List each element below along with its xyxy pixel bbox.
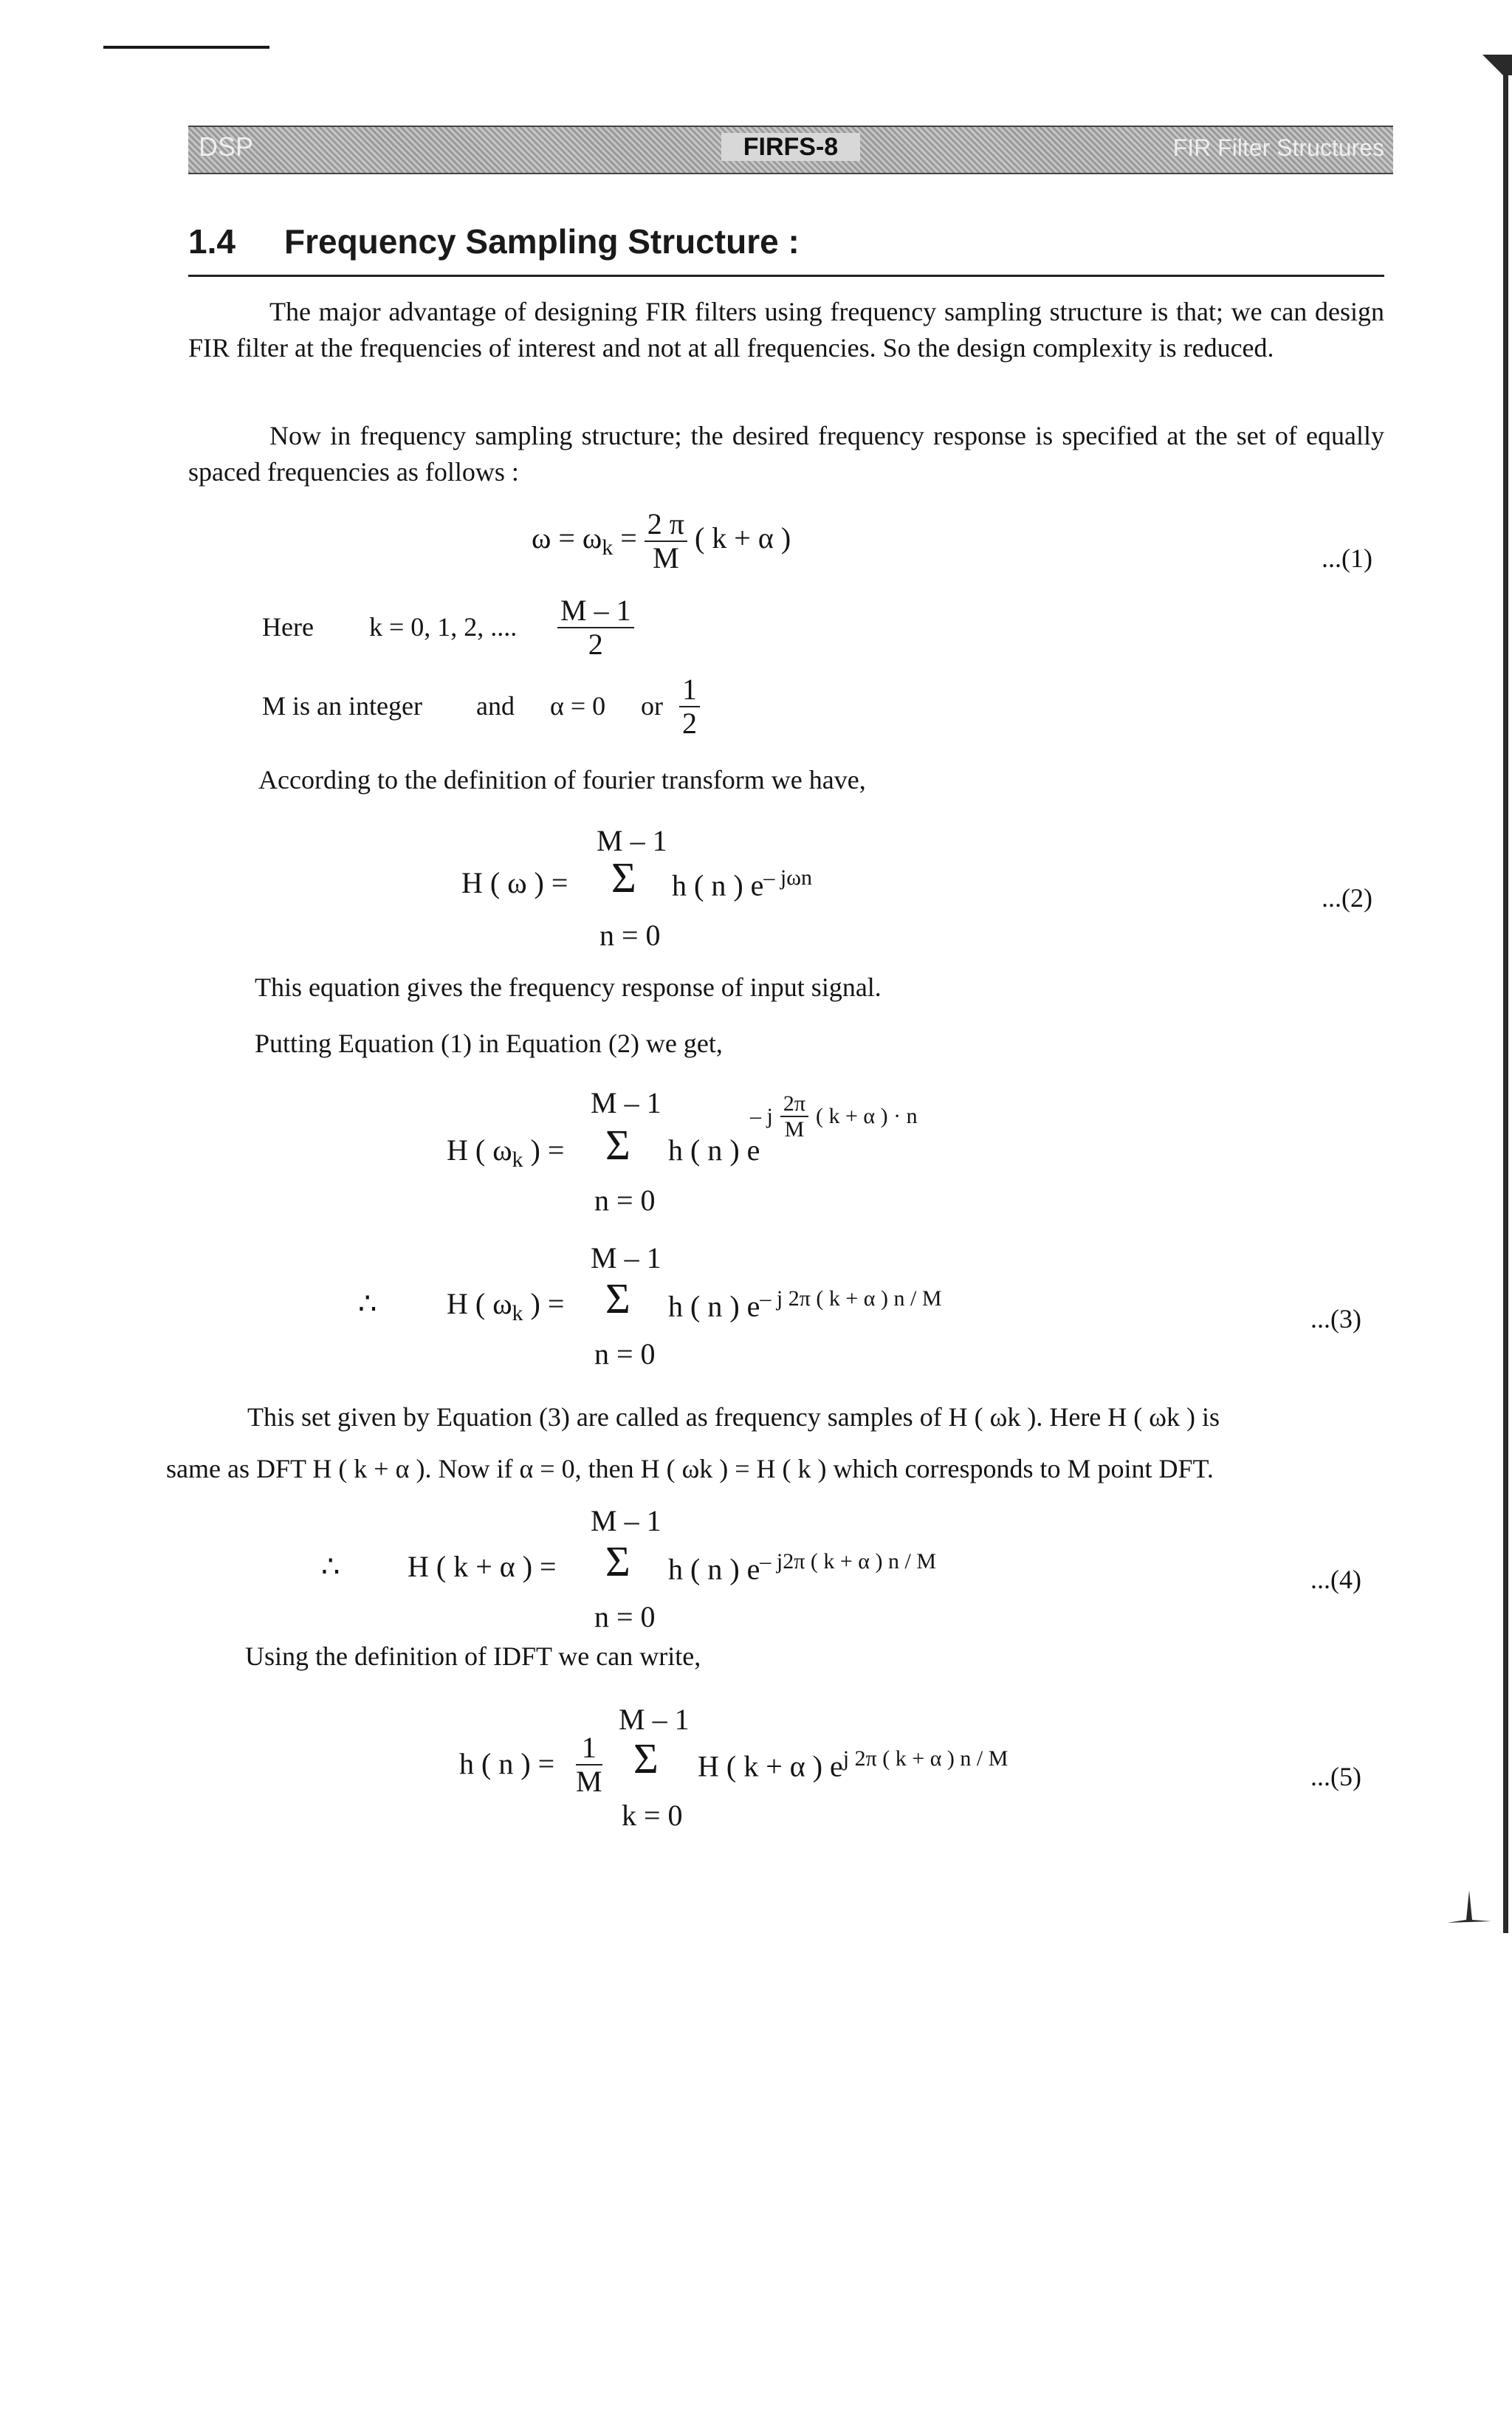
idft-text: Using the definition of IDFT we can write, <box>245 1641 701 1671</box>
equation-number-5: ...(5) <box>1310 1762 1361 1791</box>
and-word: and <box>476 691 515 721</box>
scan-edge-line <box>103 46 269 49</box>
equation-5-term: H ( k + α ) $e^{j 2\pi ( k + \alpha ) n / M}$ <box>698 1746 1008 1783</box>
equation-number-2: ...(2) <box>1322 883 1372 913</box>
sum-lower-2: n = 0 <box>599 919 661 952</box>
putting-text: Putting Equation (1) in Equation (2) we get, <box>255 1029 723 1058</box>
samples-text-line1: This set given by Equation (3) are called as frequency samples of H ( ωk ). Here H ( ωk ) is <box>247 1402 1220 1432</box>
equation-5-lhs: h ( n ) = <box>459 1747 555 1780</box>
sum-upper-2: M – 1 <box>597 824 667 857</box>
sum-lower-4: n = 0 <box>594 1600 656 1633</box>
k-values: k = 0, 1, 2, .... <box>369 612 518 642</box>
header-subject: DSP <box>199 131 254 162</box>
therefore-3: ∴ <box>358 1287 377 1320</box>
equation-4-term: h ( n ) $e^{- j2\pi ( k + \alpha ) n / M}$ <box>668 1549 937 1586</box>
header-page-id: FIRFS-8 <box>721 133 860 161</box>
sigma-5: Σ <box>633 1734 659 1782</box>
paragraph-advantage: The major advantage of designing FIR filters using frequency sampling structure is that; we can design FIR filter at the frequencies of interest and not at all frequencies. So the design complexity is reduced. <box>188 297 1384 363</box>
sum-upper-4: M – 1 <box>591 1504 662 1537</box>
sum-lower-5: k = 0 <box>622 1799 683 1832</box>
fraction-2pi-over-m: $\frac{2 \pi}{M}$ <box>645 508 687 574</box>
sigma-2: Σ <box>611 854 636 902</box>
sigma-3b: Σ <box>605 1274 630 1322</box>
page-header <box>188 126 1393 174</box>
equation-3a-term: h ( n ) e <box>668 1133 760 1167</box>
equation-number-1: ...(1) <box>1322 543 1372 573</box>
alpha-zero: α = 0 <box>550 691 606 721</box>
equation-2-lhs: H ( ω ) = <box>461 866 568 899</box>
equation-3b-lhs: H ( $\omega_k$ ) = <box>447 1287 565 1325</box>
samples-text-line2: same as DFT H ( k + α ). Now if α = 0, then H ( ωk ) = H ( k ) which corresponds to M point DFT. <box>166 1454 1214 1483</box>
frequency-response-text: This equation gives the frequency response of input signal. <box>255 972 882 1002</box>
fourier-definition-text: According to the definition of fourier transform we have, <box>258 765 866 795</box>
header-chapter: FIR Filter Structures <box>1172 134 1384 161</box>
fraction-m-minus-1-over-2: $\frac{M - 1}{2}$ <box>557 594 634 661</box>
section-rule <box>188 275 1384 277</box>
here-label: Here <box>262 612 314 642</box>
scan-mark <box>1447 1890 1491 1927</box>
equation-1: $\omega = \omega_k$ = $\frac{2 \pi}{M}$ ( k + α ) <box>532 507 791 574</box>
therefore-4: ∴ <box>321 1550 340 1583</box>
equation-number-3: ...(3) <box>1310 1304 1361 1334</box>
section-title: Frequency Sampling Structure : <box>284 222 800 261</box>
sigma-3a: Σ <box>605 1121 630 1169</box>
sum-lower-3a: n = 0 <box>594 1184 656 1217</box>
section-number: 1.4 <box>188 222 236 261</box>
or-word: or <box>641 691 663 721</box>
fraction-1-over-m: $\frac{1}{M}$ <box>576 1731 602 1798</box>
equation-2-term: h ( n ) $e^{- j\omega n}$ <box>672 865 812 902</box>
paragraph-sampling: Now in frequency sampling structure; the desired frequency response is specified at the set of equally spaced frequencies as follows : <box>188 421 1384 487</box>
sum-upper-3a: M – 1 <box>591 1086 662 1119</box>
scan-binding-edge <box>1503 58 1508 1933</box>
equation-4-lhs: H ( k + α ) = <box>408 1550 557 1583</box>
equation-number-4: ...(4) <box>1310 1565 1361 1594</box>
sum-lower-3b: n = 0 <box>594 1337 656 1370</box>
fraction-one-half: $\frac{1}{2}$ <box>679 673 700 740</box>
sum-upper-5: M – 1 <box>619 1703 690 1736</box>
sigma-4: Σ <box>605 1537 630 1585</box>
scan-binding-cap <box>1482 55 1512 75</box>
sum-upper-3b: M – 1 <box>591 1241 662 1274</box>
equation-3a-exponent: – j $\frac{2\pi}{M}$ ( k + α ) · n <box>750 1091 918 1142</box>
equation-3b-term: h ( n ) $e^{- j 2\pi ( k + \alpha ) n / M}$ <box>668 1286 942 1323</box>
m-integer-text: M is an integer <box>262 691 422 721</box>
equation-3a-lhs: H ( $\omega_k$ ) = <box>447 1133 565 1172</box>
section-heading <box>188 222 800 261</box>
